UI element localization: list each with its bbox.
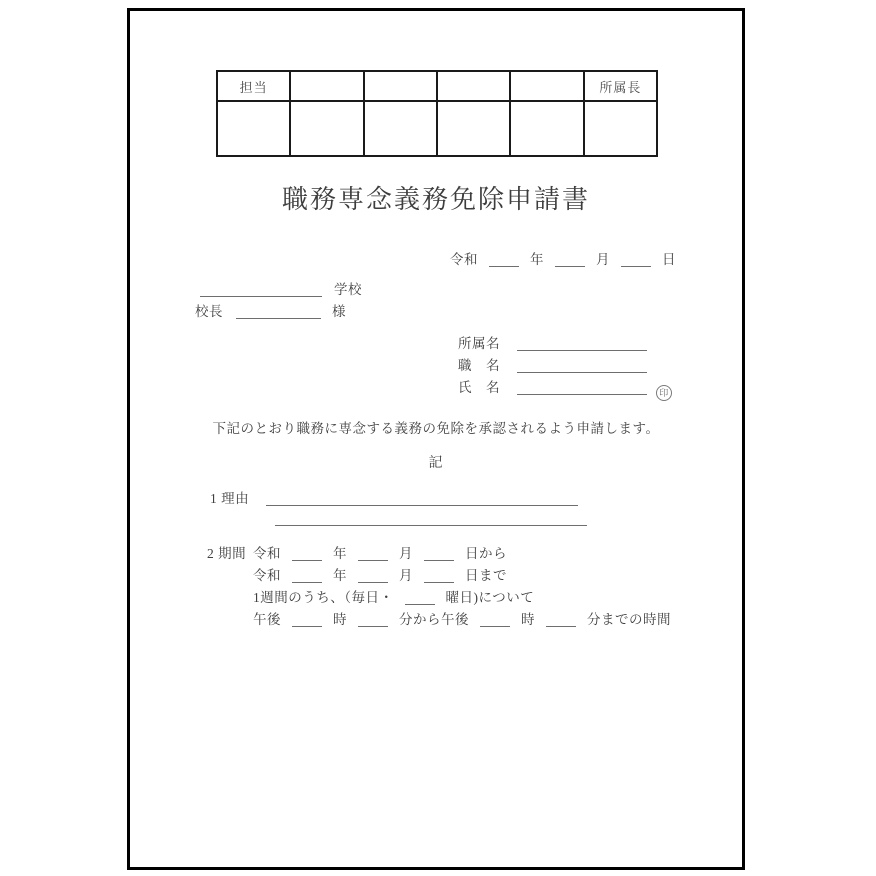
from-month-blank-field — [358, 548, 388, 561]
pm-end-label: 分から午後 — [399, 612, 469, 627]
day-to-label: 日まで — [465, 568, 507, 583]
honorific-label: 様 — [332, 304, 346, 319]
end-hour-blank-field — [480, 614, 510, 627]
reason-section — [210, 489, 587, 526]
approval-cell-shozokucho: 所属長 — [584, 71, 657, 101]
month-blank-field — [555, 254, 585, 267]
date-line — [450, 248, 676, 268]
position-blank-field — [517, 360, 647, 373]
addressee-block — [195, 279, 362, 323]
month-label: 月 — [399, 546, 413, 561]
year-label: 年 — [333, 546, 347, 561]
seal-icon: 印 — [656, 385, 672, 401]
end-minute-blank-field — [546, 614, 576, 627]
principal-label: 校長 — [195, 304, 223, 319]
school-name-blank-field — [200, 284, 322, 297]
to-year-blank-field — [292, 570, 322, 583]
reason-line-1 — [210, 489, 587, 509]
day-from-label: 日から — [465, 546, 507, 561]
position-row — [458, 355, 672, 377]
approval-cell — [510, 71, 583, 101]
stamp-cell — [437, 101, 510, 156]
from-day-blank-field — [424, 548, 454, 561]
period-weekly-line — [207, 587, 671, 609]
weekly-suffix-label: 曜日)について — [445, 590, 535, 605]
to-month-blank-field — [358, 570, 388, 583]
stamp-cell — [217, 101, 290, 156]
time-suffix-label: 分までの時間 — [587, 612, 671, 627]
document-sheet — [127, 8, 745, 870]
approval-cell — [437, 71, 510, 101]
day-label: 日 — [662, 252, 676, 267]
era-label: 令和 — [450, 252, 478, 267]
approval-header-row — [217, 71, 657, 101]
era-label: 令和 — [253, 568, 281, 583]
year-blank-field — [489, 254, 519, 267]
hour-label: 時 — [333, 612, 347, 627]
to-day-blank-field — [424, 570, 454, 583]
reason-blank-field-1 — [266, 493, 578, 506]
period-from-line — [207, 543, 671, 565]
stamp-cell — [510, 101, 583, 156]
from-year-blank-field — [292, 548, 322, 561]
principal-line — [195, 301, 362, 323]
approval-cell-tanto: 担当 — [217, 71, 290, 101]
document-title: 職務専念義務免除申請書 — [281, 185, 590, 214]
school-label: 学校 — [334, 282, 362, 297]
weekday-blank-field — [405, 592, 435, 605]
applicant-block — [458, 333, 672, 401]
era-label: 令和 — [253, 546, 281, 561]
pm-start-label: 午後 — [253, 612, 281, 627]
hour-label: 時 — [521, 612, 535, 627]
name-row — [458, 377, 672, 401]
weekly-prefix-label: 1週間のうち、（毎日・ — [253, 590, 394, 605]
principal-name-blank-field — [236, 306, 321, 319]
affiliation-label: 所属名 — [458, 336, 500, 351]
reason-blank-field-2 — [275, 525, 587, 526]
name-blank-field — [517, 382, 647, 395]
period-label: 2 期間 — [207, 546, 247, 561]
reason-label: 1 理由 — [210, 491, 250, 506]
stamp-cell — [290, 101, 363, 156]
stamp-cell — [584, 101, 657, 156]
application-statement: 下記のとおり職務に専念する義務の免除を承認されるよう申請します。 — [212, 421, 660, 436]
month-label: 月 — [596, 252, 610, 267]
approval-stamp-row — [217, 101, 657, 156]
affiliation-row — [458, 333, 672, 355]
month-label: 月 — [399, 568, 413, 583]
record-heading: 記 — [428, 456, 444, 471]
year-label: 年 — [333, 568, 347, 583]
stamp-cell — [364, 101, 437, 156]
day-blank-field — [621, 254, 651, 267]
approval-cell — [364, 71, 437, 101]
approval-cell — [290, 71, 363, 101]
period-time-line — [207, 609, 671, 631]
name-label: 氏 名 — [458, 380, 500, 395]
position-label: 職 名 — [458, 358, 500, 373]
approval-stamp-table — [216, 70, 658, 157]
period-to-line — [207, 565, 671, 587]
school-line — [195, 279, 362, 301]
affiliation-blank-field — [517, 338, 647, 351]
year-label: 年 — [530, 252, 544, 267]
start-hour-blank-field — [292, 614, 322, 627]
start-minute-blank-field — [358, 614, 388, 627]
period-section — [207, 543, 671, 631]
